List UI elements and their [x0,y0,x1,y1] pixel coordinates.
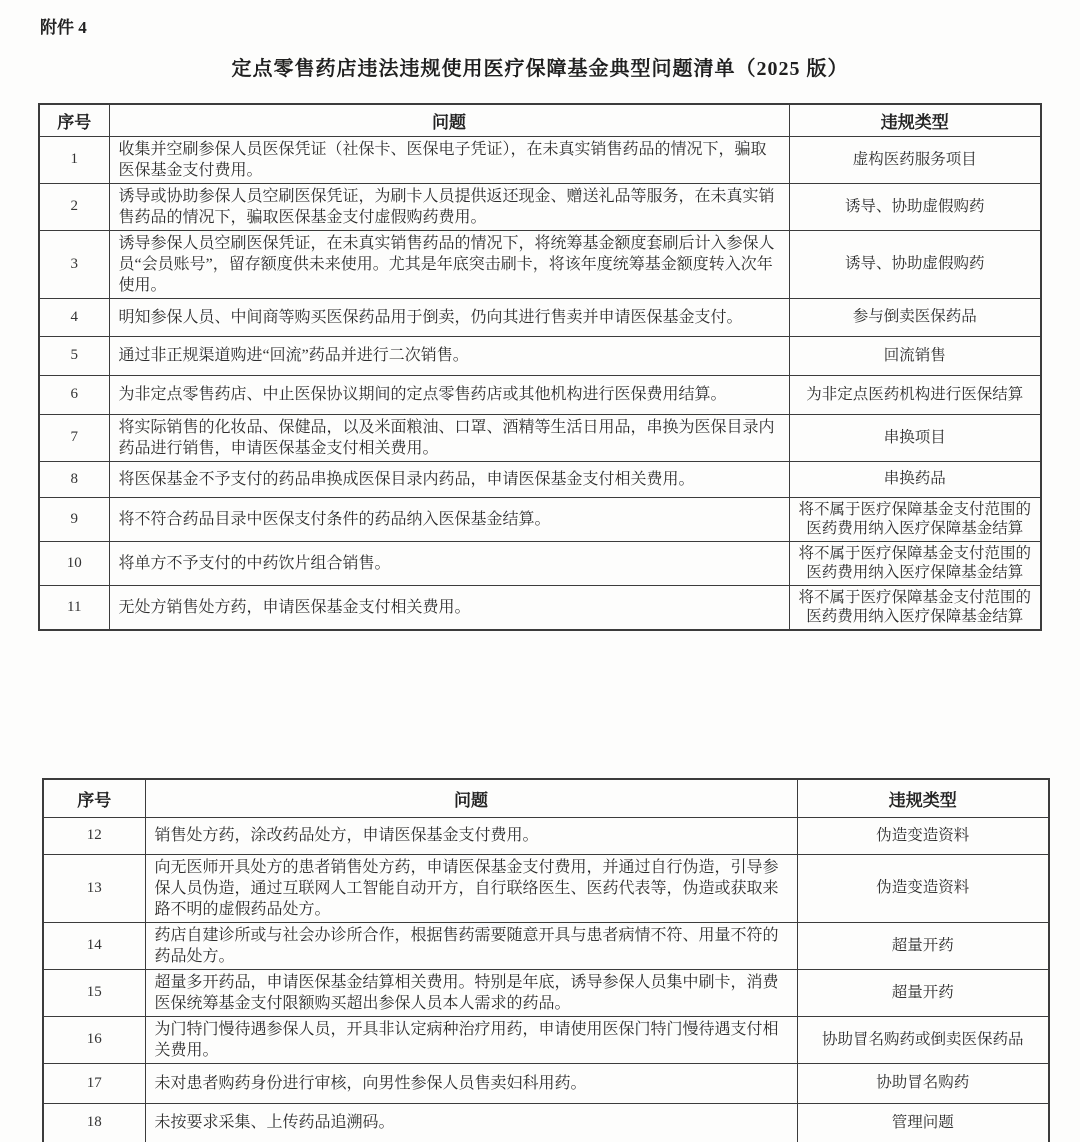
table-header-row [39,104,1041,136]
problem-cell: 收集并空刷参保人员医保凭证（社保卡、医保电子凭证），在未真实销售药品的情况下，骗取医保基金支付费用。 [109,136,789,183]
row-number-cell: 8 [39,461,109,497]
problem-cell: 诱导参保人员空刷医保凭证，在未真实销售药品的情况下，将统筹基金额度套刷后计入参保人员“会员账号”，留存额度供未来使用。尤其是年底突击刷卡，将该年度统筹基金额度转入次年使用。 [109,230,789,298]
problem-cell: 向无医师开具处方的患者销售处方药，申请医保基金支付费用，并通过自行伪造，引导参保人员伪造，通过互联网人工智能自动开方，自行联络医生、医药代表等，伪造或获取来路不明的虚假药品处方。 [145,854,797,922]
problem-cell: 为门特门慢待遇参保人员，开具非认定病种治疗用药，申请使用医保门特门慢待遇支付相关费用。 [145,1016,797,1063]
table-row [39,541,1041,585]
row-number-cell: 14 [43,922,145,969]
table-row [39,497,1041,541]
row-number-cell: 16 [43,1016,145,1063]
table-row [39,230,1041,298]
table-row [39,414,1041,461]
column-header-serial-number: 序号 [39,104,109,136]
problem-cell: 未按要求采集、上传药品追溯码。 [145,1103,797,1142]
violations-table-part2 [42,778,1050,1142]
row-number-cell: 10 [39,541,109,585]
problem-cell: 无处方销售处方药，申请医保基金支付相关费用。 [109,585,789,630]
table-row [43,1063,1049,1103]
violation-type-cell: 超量开药 [797,922,1049,969]
problem-cell: 将医保基金不予支付的药品串换成医保目录内药品，申请医保基金支付相关费用。 [109,461,789,497]
violation-type-cell: 诱导、协助虚假购药 [789,230,1041,298]
problem-cell: 药店自建诊所或与社会办诊所合作，根据售药需要随意开具与患者病情不符、用量不符的药品处方。 [145,922,797,969]
table-row [39,585,1041,630]
row-number-cell: 6 [39,375,109,414]
row-number-cell: 18 [43,1103,145,1142]
violation-type-cell: 诱导、协助虚假购药 [789,183,1041,230]
column-header-problem: 问题 [109,104,789,136]
violation-type-cell: 参与倒卖医保药品 [789,298,1041,336]
violation-type-cell: 串换项目 [789,414,1041,461]
violations-table-part1 [38,103,1042,631]
table-row [39,183,1041,230]
violation-type-cell: 将不属于医疗保障基金支付范围的医药费用纳入医疗保障基金结算 [789,541,1041,585]
violation-type-cell: 为非定点医药机构进行医保结算 [789,375,1041,414]
table-row [43,922,1049,969]
row-number-cell: 11 [39,585,109,630]
table-row [43,969,1049,1016]
table-row [39,461,1041,497]
problem-cell: 销售处方药，涂改药品处方，申请医保基金支付费用。 [145,817,797,854]
table-row [39,375,1041,414]
problem-cell: 未对患者购药身份进行审核，向男性参保人员售卖妇科用药。 [145,1063,797,1103]
violation-type-cell: 串换药品 [789,461,1041,497]
violation-type-cell: 将不属于医疗保障基金支付范围的医药费用纳入医疗保障基金结算 [789,585,1041,630]
row-number-cell: 4 [39,298,109,336]
table-row [43,854,1049,922]
table-row [43,817,1049,854]
violation-type-cell: 管理问题 [797,1103,1049,1142]
table-header-row [43,779,1049,817]
row-number-cell: 7 [39,414,109,461]
table-row [39,336,1041,375]
row-number-cell: 2 [39,183,109,230]
table-row [39,298,1041,336]
problem-cell: 将单方不予支付的中药饮片组合销售。 [109,541,789,585]
attachment-label: 附件 4 [40,18,87,37]
violation-type-cell: 虚构医药服务项目 [789,136,1041,183]
column-header-serial-number: 序号 [43,779,145,817]
row-number-cell: 13 [43,854,145,922]
violation-type-cell: 伪造变造资料 [797,817,1049,854]
column-header-problem: 问题 [145,779,797,817]
row-number-cell: 9 [39,497,109,541]
row-number-cell: 3 [39,230,109,298]
row-number-cell: 17 [43,1063,145,1103]
violation-type-cell: 回流销售 [789,336,1041,375]
problem-cell: 诱导或协助参保人员空刷医保凭证，为刷卡人员提供返还现金、赠送礼品等服务，在未真实销售药品的情况下，骗取医保基金支付虚假购药费用。 [109,183,789,230]
violation-type-cell: 协助冒名购药 [797,1063,1049,1103]
problem-cell: 明知参保人员、中间商等购买医保药品用于倒卖，仍向其进行售卖并申请医保基金支付。 [109,298,789,336]
column-header-violation-type: 违规类型 [797,779,1049,817]
column-header-violation-type: 违规类型 [789,104,1041,136]
table-row [43,1103,1049,1142]
row-number-cell: 5 [39,336,109,375]
problem-cell: 为非定点零售药店、中止医保协议期间的定点零售药店或其他机构进行医保费用结算。 [109,375,789,414]
violation-type-cell: 超量开药 [797,969,1049,1016]
violation-type-cell: 协助冒名购药或倒卖医保药品 [797,1016,1049,1063]
problem-cell: 将实际销售的化妆品、保健品，以及米面粮油、口罩、酒精等生活日用品，串换为医保目录内药品进行销售，申请医保基金支付相关费用。 [109,414,789,461]
row-number-cell: 12 [43,817,145,854]
row-number-cell: 1 [39,136,109,183]
row-number-cell: 15 [43,969,145,1016]
violation-type-cell: 伪造变造资料 [797,854,1049,922]
table-row [39,136,1041,183]
problem-cell: 超量多开药品，申请医保基金结算相关费用。特别是年底，诱导参保人员集中刷卡，消费医保统筹基金支付限额购买超出参保人员本人需求的药品。 [145,969,797,1016]
problem-cell: 通过非正规渠道购进“回流”药品并进行二次销售。 [109,336,789,375]
page-title: 定点零售药店违法违规使用医疗保障基金典型问题清单（2025 版） [231,58,849,80]
violation-type-cell: 将不属于医疗保障基金支付范围的医药费用纳入医疗保障基金结算 [789,497,1041,541]
table-row [43,1016,1049,1063]
problem-cell: 将不符合药品目录中医保支付条件的药品纳入医保基金结算。 [109,497,789,541]
